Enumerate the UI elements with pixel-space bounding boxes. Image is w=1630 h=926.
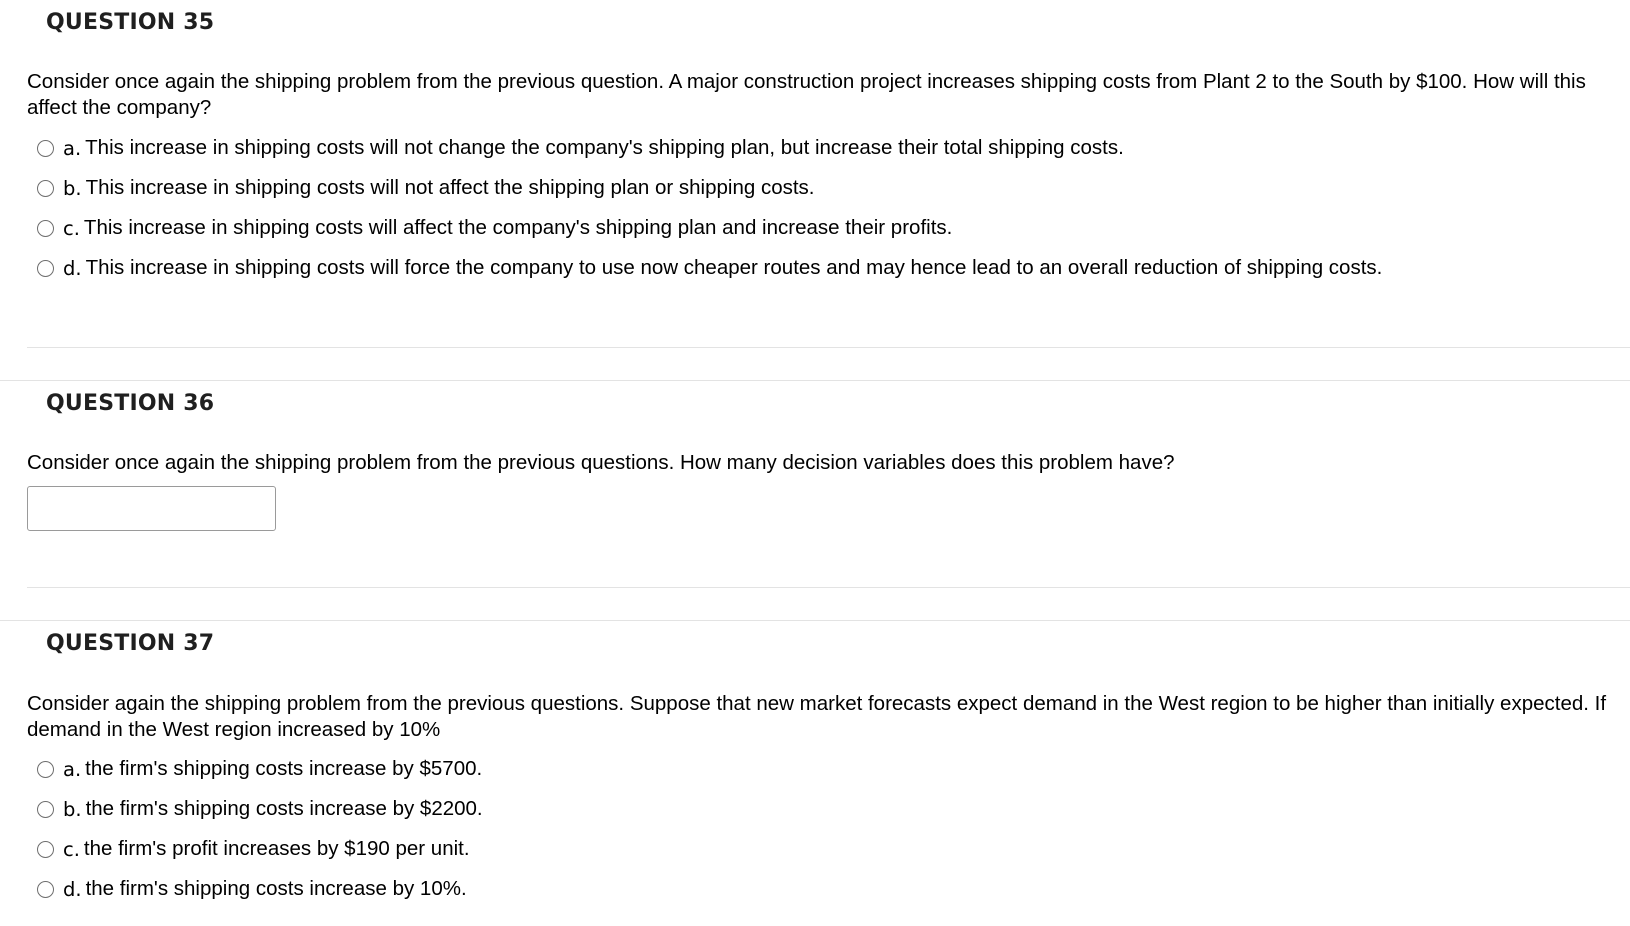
radio-button-icon[interactable]: [37, 841, 54, 858]
radio-button-icon[interactable]: [37, 881, 54, 898]
question-separator: [0, 620, 1630, 621]
question-37-option-b[interactable]: [37, 796, 483, 822]
option-letter: a.: [63, 757, 82, 781]
option-text: This increase in shipping costs will not affect the shipping plan or shipping costs.: [85, 176, 815, 199]
question-35-option-d[interactable]: [37, 255, 1382, 281]
question-37-title: QUESTION 37: [46, 631, 215, 656]
option-text: the firm's shipping costs increase by 10%.: [85, 877, 467, 900]
option-letter: c.: [63, 216, 80, 240]
question-37-text: Consider again the shipping problem from the previous questions. Suppose that new market forecasts expect demand in the West region to be higher than initially expected. If demand in the West region increased by 10%: [27, 692, 1607, 741]
option-text: This increase in shipping costs will not change the company's shipping plan, but increase their total shipping costs.: [85, 136, 1124, 159]
question-36-text: Consider once again the shipping problem from the previous questions. How many decision variables does this problem have?: [27, 451, 1175, 474]
radio-button-icon[interactable]: [37, 220, 54, 237]
option-letter: b.: [63, 797, 82, 821]
radio-button-icon[interactable]: [37, 140, 54, 157]
question-35-title: QUESTION 35: [46, 10, 215, 35]
option-letter: d.: [63, 877, 82, 901]
option-text: This increase in shipping costs will force the company to use now cheaper routes and may hence lead to an overall reduction of shipping costs.: [85, 256, 1383, 279]
question-35-text: Consider once again the shipping problem from the previous question. A major construction project increases shipping costs from Plant 2 to the South by $100. How will this affect the company?: [27, 70, 1586, 119]
option-text: the firm's shipping costs increase by $5700.: [85, 757, 483, 780]
radio-button-icon[interactable]: [37, 761, 54, 778]
question-37-option-c[interactable]: [37, 836, 470, 862]
question-36-answer-input[interactable]: [27, 486, 276, 531]
option-letter: c.: [63, 837, 80, 861]
question-35-option-a[interactable]: [37, 135, 1124, 161]
radio-button-icon[interactable]: [37, 180, 54, 197]
question-35-option-c[interactable]: [37, 215, 952, 241]
question-35-bottom-divider: [27, 347, 1630, 348]
question-35-option-b[interactable]: [37, 175, 815, 201]
question-36-bottom-divider: [27, 587, 1630, 588]
option-letter: b.: [63, 176, 82, 200]
question-37-option-d[interactable]: [37, 876, 467, 902]
option-letter: d.: [63, 256, 82, 280]
radio-button-icon[interactable]: [37, 801, 54, 818]
question-37-option-a[interactable]: [37, 756, 482, 782]
option-text: the firm's profit increases by $190 per unit.: [83, 837, 470, 860]
question-36-title: QUESTION 36: [46, 391, 215, 416]
radio-button-icon[interactable]: [37, 260, 54, 277]
option-text: the firm's shipping costs increase by $2200.: [85, 797, 483, 820]
option-text: This increase in shipping costs will affect the company's shipping plan and increase their profits.: [83, 216, 953, 239]
question-separator: [0, 380, 1630, 381]
option-letter: a.: [63, 136, 82, 160]
